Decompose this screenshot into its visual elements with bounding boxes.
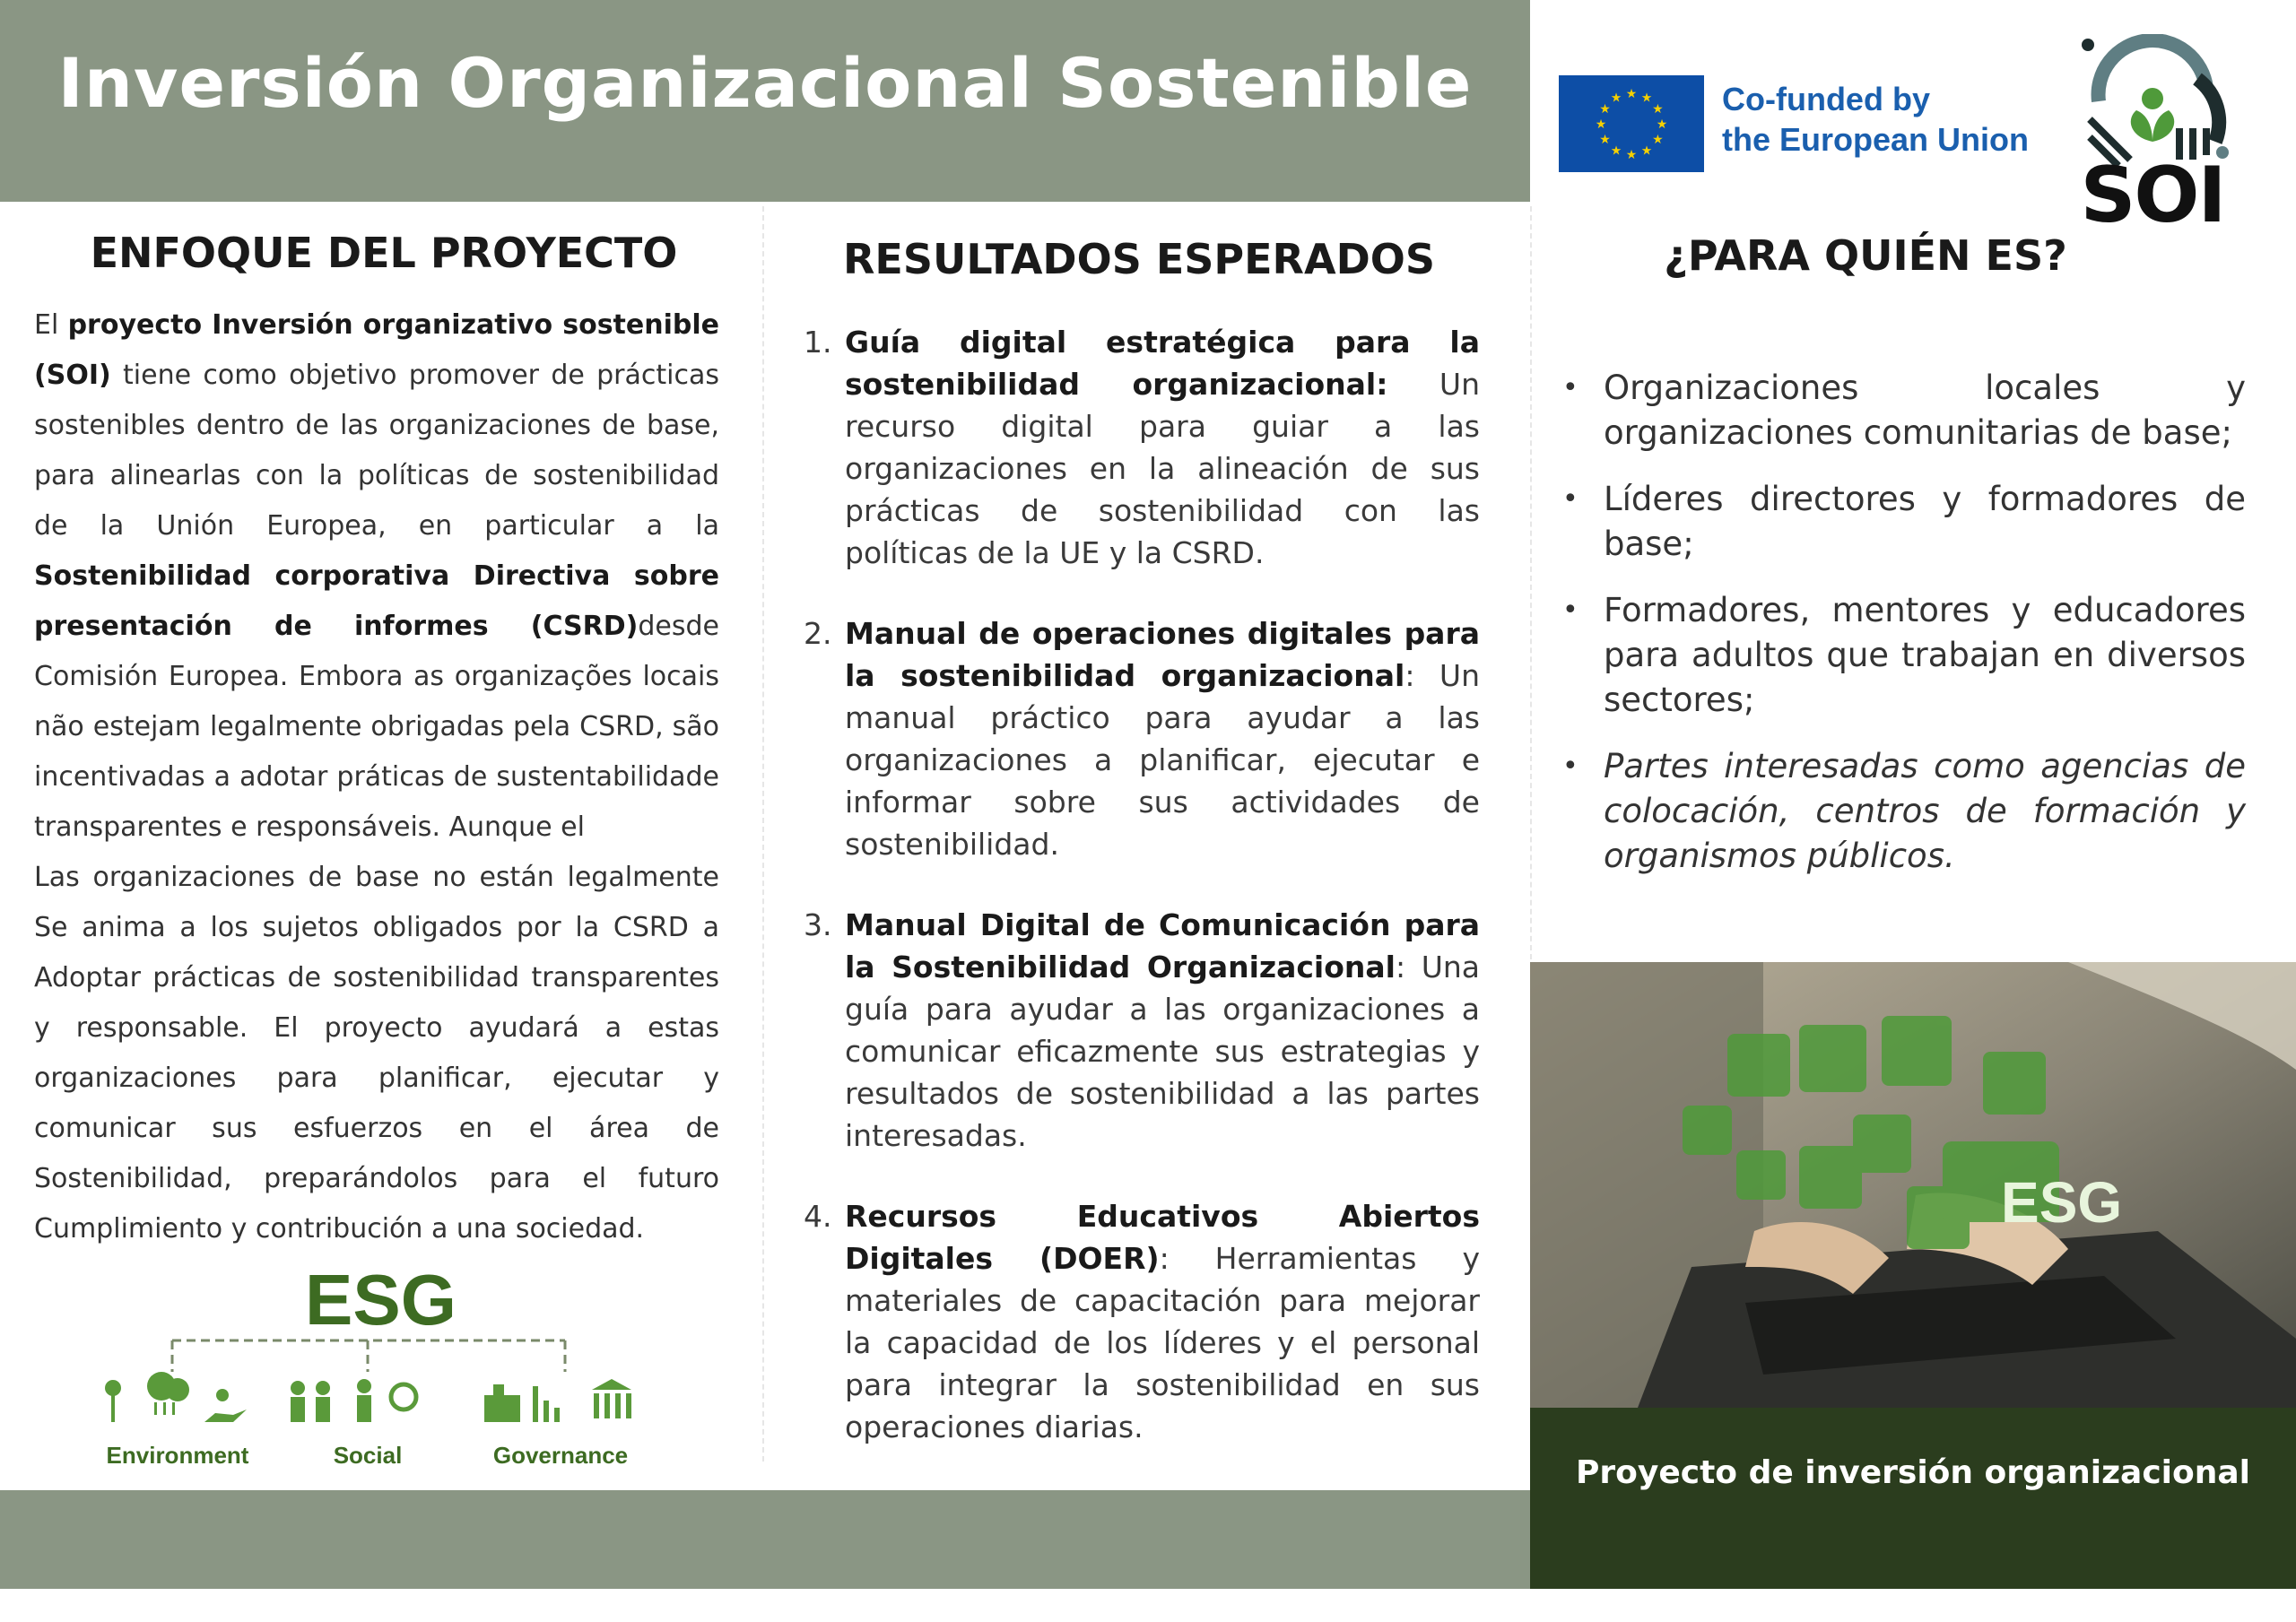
result-text: Un recurso digital para guiar a las organizaciones en la alineación de sus prácticas de sostenibilidad con las políticas de la UE y la CSRD. <box>845 367 1480 570</box>
result-text: : Herramientas y materiales de capacitación para mejorar la capacidad de los líderes y el personal para integrar la sostenibilidad en sus operaciones diarias. <box>845 1241 1480 1444</box>
eu-star: ★ <box>1640 90 1653 105</box>
footer-band <box>0 1490 1530 1589</box>
col1-text: desde Comisión Europea. Embora as organizações locais não estejam legalmente obrigadas pela CSRD, são incentivadas a adotar práticas de sustentabilidade transparentes e responsáveis. Aunque el <box>34 611 719 843</box>
page-title: Inversión Organizacional Sostenible <box>57 43 1473 123</box>
col3-heading: ¿PARA QUIÉN ES? <box>1664 231 2067 280</box>
col2-heading: RESULTADOS ESPERADOS <box>843 235 1435 283</box>
photo-caption: Proyecto de inversión organizacional <box>1576 1454 2250 1491</box>
result-title: Recursos Educativos Abiertos Digitales (DOER) <box>845 1199 1480 1276</box>
eu-flag-icon <box>1559 75 1704 172</box>
result-number: 3. <box>804 907 832 942</box>
eu-star: ★ <box>1595 117 1607 131</box>
result-item <box>804 321 1480 574</box>
column-divider <box>1530 206 1532 959</box>
eu-star: ★ <box>1599 132 1611 146</box>
col1-body <box>34 300 719 1254</box>
audience-item: • Formadores, mentores y educadores para adultos que trabajan en diversos sectores; <box>1562 588 2246 723</box>
col3-list <box>1562 366 2246 900</box>
environment-icon <box>105 1372 247 1422</box>
eu-star: ★ <box>1625 147 1638 161</box>
eu-star: ★ <box>1652 132 1664 146</box>
col1-paragraph-1 <box>34 300 719 853</box>
esg-label-governance: Governance <box>492 1442 629 1469</box>
result-number: 2. <box>804 616 832 651</box>
result-item <box>804 904 1480 1157</box>
audience-item: • Líderes directores y formadores de base; <box>1562 477 2246 567</box>
photo-esg-text: ESG <box>2001 1170 2123 1235</box>
eu-star: ★ <box>1652 101 1664 116</box>
result-title: Manual Digital de Comunicación para la Sostenibilidad Organizacional <box>845 907 1480 984</box>
result-number: 1. <box>804 325 832 360</box>
esg-diagram-icon <box>99 1336 655 1444</box>
governance-icon <box>484 1379 631 1422</box>
result-number: 4. <box>804 1199 832 1234</box>
audience-item: • Organizaciones locales y organizaciones comunitarias de base; <box>1562 366 2246 455</box>
result-text: : Una guía para ayudar a las organizaciones a comunicar eficazmente sus estrategias y resultados de sostenibilidad a las partes interesadas. <box>845 950 1480 1153</box>
eu-line-1: Co-funded by <box>1722 81 1930 117</box>
social-icon <box>291 1379 416 1422</box>
esg-label-environment: Environment <box>106 1442 249 1469</box>
eu-star: ★ <box>1610 90 1622 105</box>
soi-logo <box>2063 34 2242 240</box>
eu-star: ★ <box>1599 101 1611 116</box>
eu-star: ★ <box>1625 86 1638 100</box>
col1-bold: proyecto Inversión organizativo sostenible (SOI) <box>34 309 719 391</box>
column-divider <box>762 206 764 1462</box>
col1-paragraph-2: Las organizaciones de base no están legalmente Se anima a los sujetos obligados por la CSRD a Adoptar prácticas de sostenibilidad transparentes y responsable. El proyecto ayudará a estas organizaciones para planificar, ejecutar y comunicar sus esfuerzos en el área de Sostenibilidad, preparándolos para el futuro Cumplimiento y contribución a una sociedad. <box>34 862 719 1245</box>
col1-heading: ENFOQUE DEL PROYECTO <box>90 229 678 277</box>
col1-text: tiene como objetivo promover de prácticas sostenibles dentro de las organizaciones de base, para alinearlas con la políticas de sostenibilidad de la Unión Europea, en particular a la <box>34 360 719 542</box>
col2-list <box>804 321 1480 1487</box>
eu-star: ★ <box>1656 117 1668 131</box>
result-title: Guía digital estratégica para la sostenibilidad organizacional: <box>845 325 1480 402</box>
result-title: Manual de operaciones digitales para la sostenibilidad organizacional <box>845 616 1480 693</box>
laptop-esg-photo <box>1530 962 2296 1408</box>
esg-word: ESG <box>305 1260 457 1340</box>
soi-logo-text: SOI <box>2080 151 2225 240</box>
result-text: : Un manual práctico para ayudar a las organizaciones a planificar, ejecutar e informar sobre sus actividades de sostenibilidad. <box>845 658 1480 862</box>
eu-star: ★ <box>1640 143 1653 158</box>
result-item <box>804 1195 1480 1448</box>
eu-star: ★ <box>1610 143 1622 158</box>
col1-text: El <box>34 309 68 341</box>
esg-label-social: Social <box>333 1442 403 1469</box>
result-item <box>804 612 1480 865</box>
caption-band <box>1530 1408 2296 1589</box>
audience-item: • Partes interesadas como agencias de colocación, centros de formación y organismos públicos. <box>1562 744 2246 879</box>
eu-line-2: the European Union <box>1722 121 2029 158</box>
eu-cofunded-text <box>1722 79 2029 160</box>
col1-bold: Sostenibilidad corporativa Directiva sobre presentación de informes (CSRD) <box>34 560 719 642</box>
